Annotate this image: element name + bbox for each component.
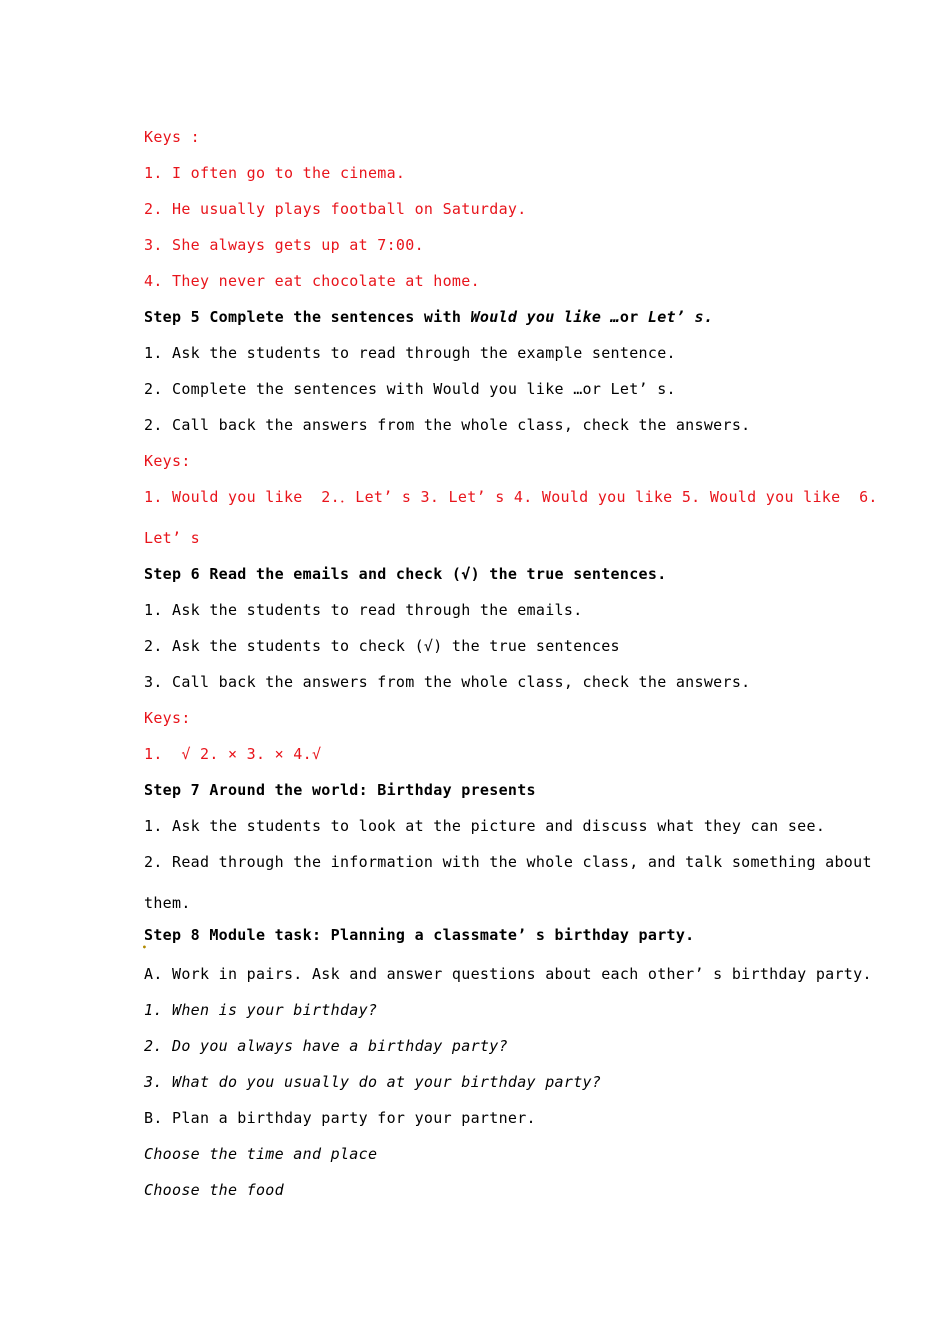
step7-instruction: them. — [144, 894, 191, 912]
step7-instruction: 1. Ask the students to look at the picture and discuss what they can see. — [144, 817, 826, 835]
step8-heading — [142, 925, 695, 952]
step5-instruction: 2. Complete the sentences with Would you like …or Let’ s. — [144, 380, 676, 398]
step5-instruction: 2. Call back the answers from the whole class, check the answers. — [144, 416, 751, 434]
step5-instruction: 1. Ask the students to read through the example sentence. — [144, 344, 676, 362]
step6-keys-line: 1. √ 2. × 3. × 4.√ — [144, 745, 322, 763]
key-item: 2. He usually plays football on Saturday. — [144, 200, 527, 218]
step5-heading — [144, 307, 713, 327]
step8-heading-text: Step 8 Module task: Planning a classmate’ s birthday party. — [144, 926, 695, 944]
key-item: 3. She always gets up at 7:00. — [144, 236, 424, 254]
step6-instruction: 1. Ask the students to read through the emails. — [144, 601, 583, 619]
step6-keys-label: Keys: — [144, 709, 191, 727]
key-item: 4. They never eat chocolate at home. — [144, 272, 480, 290]
step5-heading-phrase-1: Would you like … — [470, 308, 620, 326]
anchor-mark-icon: • — [142, 943, 148, 952]
keys-label: Keys : — [144, 128, 200, 146]
step5-keys-label: Keys: — [144, 452, 191, 470]
step6-instruction: 2. Ask the students to check (√) the true sentences — [144, 637, 620, 655]
key-item: 1. I often go to the cinema. — [144, 164, 406, 182]
step6-heading: Step 6 Read the emails and check (√) the true sentences. — [144, 565, 667, 583]
step8-part-a: A. Work in pairs. Ask and answer questions about each other’ s birthday party. — [144, 965, 872, 983]
step8-choice: Choose the food — [144, 1181, 284, 1199]
step6-instruction: 3. Call back the answers from the whole class, check the answers. — [144, 673, 751, 691]
step7-instruction: 2. Read through the information with the whole class, and talk something about — [144, 853, 872, 871]
step8-question: 1. When is your birthday? — [144, 1001, 378, 1019]
step5-heading-or: or — [619, 308, 648, 326]
step7-heading: Step 7 Around the world: Birthday presents — [144, 781, 536, 799]
step8-choice: Choose the time and place — [144, 1145, 378, 1163]
step8-part-b: B. Plan a birthday party for your partner. — [144, 1109, 536, 1127]
step5-heading-phrase-2: Let’ s. — [647, 308, 714, 326]
step5-heading-text: Step 5 Complete the sentences with — [144, 308, 471, 326]
step5-keys-line: Let’ s — [144, 529, 200, 547]
step5-keys-line: 1. Would you like 2.．Let’ s 3. Let’ s 4. Would you like 5. Would you like 6. — [144, 488, 878, 506]
step8-question: 3. What do you usually do at your birthday party? — [144, 1073, 602, 1091]
step8-question: 2. Do you always have a birthday party? — [144, 1037, 508, 1055]
